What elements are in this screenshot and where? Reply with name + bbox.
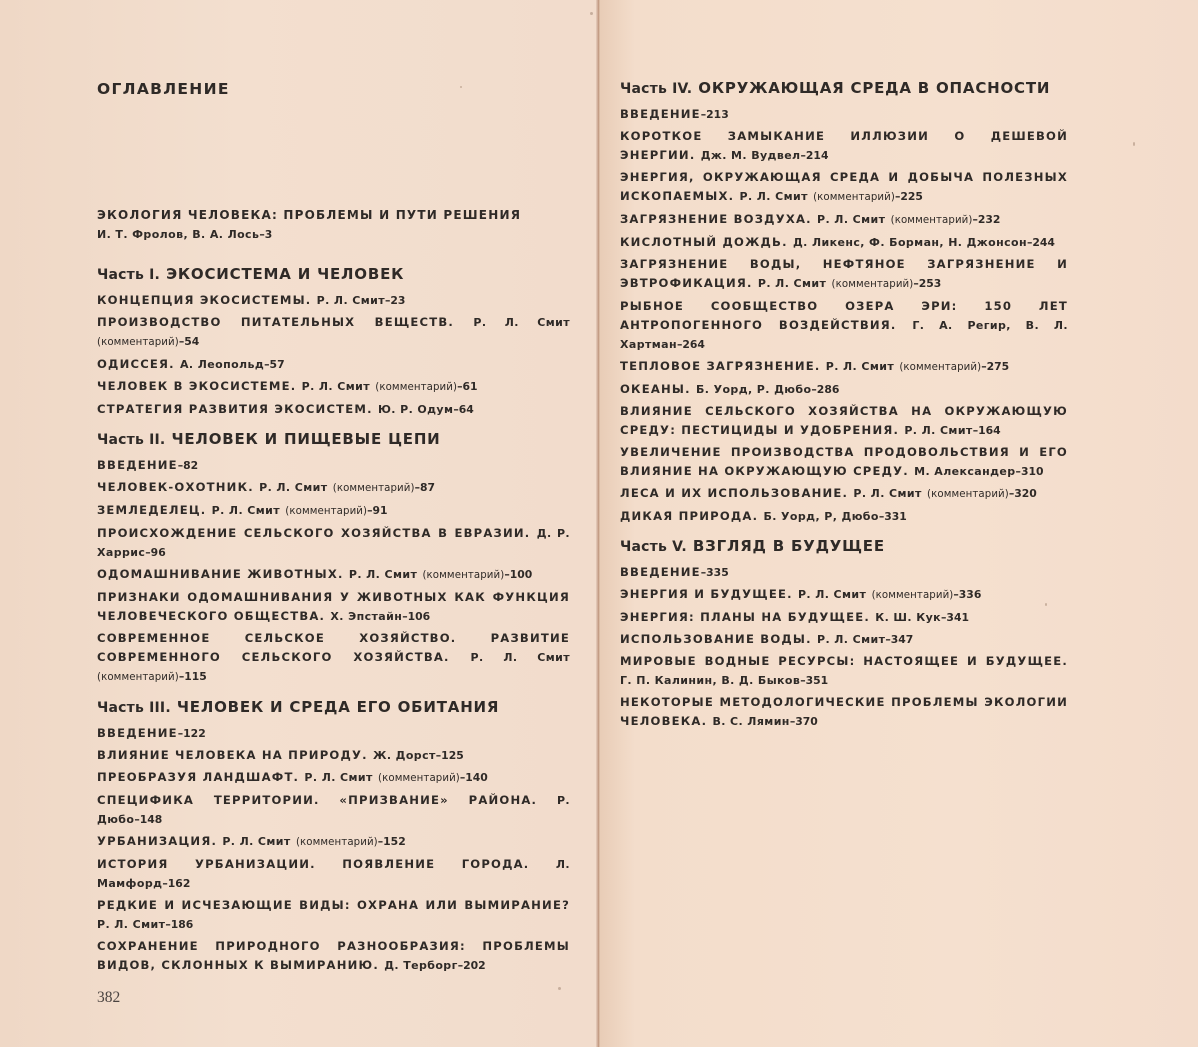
- entry-note: (комментарий): [813, 192, 895, 203]
- entry-author: М. Александер: [914, 465, 1016, 478]
- entry-title: ПРИЗНАКИ ОДОМАШНИВАНИЯ У ЖИВОТНЫХ КАК ФУНКЦИЯ ЧЕЛОВЕЧЕСКОГО ОБЩЕСТВА.: [97, 590, 570, 623]
- toc-entry: [620, 233, 1068, 252]
- entry-title: ПРОИСХОЖДЕНИЕ СЕЛЬСКОГО ХОЗЯЙСТВА В ЕВРАЗИИ.: [97, 526, 531, 540]
- entry-page: –106: [402, 610, 431, 623]
- part-heading: [97, 429, 570, 451]
- entry-page: –122: [177, 727, 206, 740]
- toc-entry: [97, 746, 570, 765]
- entry-title: ПРЕОБРАЗУЯ ЛАНДШАФТ.: [97, 770, 300, 784]
- toc-heading: ОГЛАВЛЕНИЕ: [97, 80, 230, 98]
- entry-page: –351: [800, 674, 829, 687]
- entry-title: ИСТОРИЯ УРБАНИЗАЦИИ. ПОЯВЛЕНИЕ ГОРОДА.: [97, 857, 530, 871]
- entry-author: Р. Л. Смит: [97, 918, 166, 931]
- entry-author: Р. Л. Смит: [817, 213, 886, 226]
- entry-author: Р. Л. Смит: [817, 633, 886, 646]
- entry-page: –286: [811, 383, 840, 396]
- entry-title: ЧЕЛОВЕК В ЭКОСИСТЕМЕ.: [97, 379, 297, 393]
- entry-title: ВЛИЯНИЕ ЧЕЛОВЕКА НА ПРИРОДУ.: [97, 748, 368, 762]
- toc-entry: [620, 168, 1068, 207]
- entry-author: Р. Л. Смит: [222, 835, 291, 848]
- entry-author: Г. А. Регир, В. Л. Хартман: [620, 319, 1068, 351]
- entry-title: ЭНЕРГИЯ, ОКРУЖАЮЩАЯ СРЕДА И ДОБЫЧА ПОЛЕЗНЫХ ИСКОПАЕМЫХ.: [620, 170, 1068, 203]
- entry-title: СОХРАНЕНИЕ ПРИРОДНОГО РАЗНООБРАЗИЯ: ПРОБЛЕМЫ ВИДОВ, СКЛОННЫХ К ВЫМИРАНИЮ.: [97, 939, 570, 972]
- entry-title: ОДИССЕЯ.: [97, 357, 175, 371]
- entry-note: (комментарий): [295, 837, 378, 848]
- entry-page: –331: [878, 510, 907, 523]
- toc-entry: [97, 832, 570, 852]
- toc-entry: [97, 501, 570, 521]
- entry-title: НЕКОТОРЫЕ МЕТОДОЛОГИЧЕСКИЕ ПРОБЛЕМЫ ЭКОЛОГИИ ЧЕЛОВЕКА.: [620, 695, 1068, 728]
- entry-author: Ю. Р. Одум: [377, 403, 454, 416]
- toc-entry-intro: [97, 206, 570, 244]
- toc-entry: [97, 400, 570, 419]
- entry-author: Р. Л. Смит: [304, 771, 373, 784]
- toc-entry: [620, 105, 1068, 124]
- entry-author: Б. Уорд, Р. Дюбо: [696, 383, 812, 396]
- entry-title: ИСПОЛЬЗОВАНИЕ ВОДЫ.: [620, 632, 812, 646]
- part-title: ЧЕЛОВЕК И СРЕДА ЕГО ОБИТАНИЯ: [176, 698, 500, 716]
- entry-page: –186: [165, 918, 194, 931]
- toc-entry: [620, 127, 1068, 165]
- entry-page: –225: [894, 190, 923, 203]
- entry-page: –57: [264, 358, 285, 371]
- toc-entry: [97, 588, 570, 626]
- entry-page: –64: [453, 403, 474, 416]
- entry-author: Р. Л. Смит: [853, 487, 922, 500]
- toc-entry: [97, 791, 570, 829]
- entry-title: ЛЕСА И ИХ ИСПОЛЬЗОВАНИЕ.: [620, 486, 849, 500]
- entry-page: –148: [134, 813, 163, 826]
- entry-page: –91: [367, 504, 388, 517]
- entry-title: ДИКАЯ ПРИРОДА.: [620, 509, 759, 523]
- entry-page: –87: [414, 481, 436, 494]
- entry-page: –82: [177, 459, 199, 472]
- entry-page: –140: [459, 771, 488, 784]
- toc-entry: [620, 443, 1068, 481]
- part-heading: [620, 78, 1068, 100]
- entry-page: –370: [789, 715, 818, 728]
- toc-entry: [620, 402, 1068, 440]
- entry-author: Д. Терборг: [384, 959, 458, 972]
- entry-note: (комментарий): [890, 215, 973, 226]
- part-heading: [97, 264, 570, 286]
- toc-entry: [620, 297, 1068, 354]
- entry-author: Р. Л. Смит: [797, 588, 867, 601]
- entry-author: Д. Ликенс, Ф. Борман, Н. Джонсон: [792, 236, 1027, 249]
- entry-page: –115: [178, 670, 207, 683]
- entry-author: Л. Мамфорд: [97, 858, 570, 890]
- toc-entry: [620, 608, 1068, 627]
- entry-author: Х. Эпстайн: [330, 610, 403, 623]
- toc-entry: [620, 357, 1068, 377]
- entry-note: (комментарий): [97, 337, 179, 348]
- toc-entry: [620, 563, 1068, 582]
- entry-author: Г. П. Калинин, В. Д. Быков: [620, 674, 801, 687]
- entry-title: ВВЕДЕНИЕ: [97, 458, 178, 472]
- toc-entry: [620, 585, 1068, 605]
- entry-title: ОКЕАНЫ.: [620, 382, 691, 396]
- right-parts: [620, 78, 1068, 731]
- toc-entry: [97, 478, 570, 498]
- entry-note: (комментарий): [378, 773, 460, 784]
- entry-note: (комментарий): [899, 362, 982, 373]
- entry-title: ВВЕДЕНИЕ: [620, 565, 701, 579]
- left-toc-column: [97, 206, 570, 975]
- entry-title: КОРОТКОЕ ЗАМЫКАНИЕ ИЛЛЮЗИИ О ДЕШЕВОЙ ЭНЕРГИИ.: [620, 129, 1068, 162]
- part-title: ЧЕЛОВЕК И ПИЩЕВЫЕ ЦЕПИ: [171, 430, 441, 448]
- entry-title: ОДОМАШНИВАНИЕ ЖИВОТНЫХ.: [97, 567, 344, 581]
- toc-entry: [620, 630, 1068, 649]
- entry-title: УВЕЛИЧЕНИЕ ПРОИЗВОДСТВА ПРОДОВОЛЬСТВИЯ И ЕГО ВЛИЯНИЕ НА ОКРУЖАЮЩУЮ СРЕДУ.: [620, 445, 1068, 478]
- toc-entry: [620, 507, 1068, 526]
- entry-note: (комментарий): [422, 570, 505, 581]
- part-heading: [97, 697, 570, 719]
- entry-note: (комментарий): [375, 382, 458, 393]
- entry-page: –152: [377, 835, 406, 848]
- entry-title: ЧЕЛОВЕК-ОХОТНИК.: [97, 480, 254, 494]
- toc-entry: [97, 355, 570, 374]
- entry-title: РЫБНОЕ СООБЩЕСТВО ОЗЕРА ЭРИ: 150 ЛЕТ АНТРОПОГЕННОГО ВОЗДЕЙСТВИЯ.: [620, 299, 1068, 332]
- entry-title: ЗАГРЯЗНЕНИЕ ВОДЫ, НЕФТЯНОЕ ЗАГРЯЗНЕНИЕ И ЭВТРОФИКАЦИЯ.: [620, 257, 1068, 290]
- entry-author: Р. Л. Смит: [211, 504, 281, 517]
- entry-title: ЭКОЛОГИЯ ЧЕЛОВЕКА: ПРОБЛЕМЫ И ПУТИ РЕШЕНИЯ: [97, 208, 522, 222]
- toc-entry: [620, 693, 1068, 731]
- part-title: ЭКОСИСТЕМА И ЧЕЛОВЕК: [166, 265, 405, 283]
- entry-note: (комментарий): [285, 506, 368, 517]
- entry-title: ВЛИЯНИЕ СЕЛЬСКОГО ХОЗЯЙСТВА НА ОКРУЖАЮЩУЮ СРЕДУ: ПЕСТИЦИДЫ И УДОБРЕНИЯ.: [620, 404, 1068, 437]
- entry-author: А. Леопольд: [180, 358, 265, 371]
- toc-entry: [97, 456, 570, 475]
- entry-title: КОНЦЕПЦИЯ ЭКОСИСТЕМЫ.: [97, 293, 312, 307]
- entry-page: –23: [385, 294, 406, 307]
- entry-title: ВВЕДЕНИЕ: [620, 107, 701, 121]
- entry-page: –54: [178, 335, 200, 348]
- entry-author: Р. Л. Смит: [473, 316, 570, 329]
- right-page: [599, 0, 1198, 1047]
- entry-author: Р. Л. Смит: [470, 651, 570, 664]
- entry-author: В. С. Лямин: [712, 715, 790, 728]
- toc-entry: [97, 896, 570, 934]
- entry-author: Р. Л. Смит: [739, 190, 808, 203]
- entry-title: ЭНЕРГИЯ: ПЛАНЫ НА БУДУЩЕЕ.: [620, 610, 870, 624]
- entry-title: ЗЕМЛЕДЕЛЕЦ.: [97, 503, 207, 517]
- entry-title: УРБАНИЗАЦИЯ.: [97, 834, 218, 848]
- entry-note: (комментарий): [332, 483, 415, 494]
- entry-title: ПРОИЗВОДСТВО ПИТАТЕЛЬНЫХ ВЕЩЕСТВ.: [97, 315, 454, 329]
- entry-page: –3: [259, 228, 273, 241]
- toc-entry: [97, 629, 570, 687]
- toc-entry: [97, 724, 570, 743]
- entry-author: Р. Дюбо: [97, 794, 570, 826]
- part-title: ВЗГЛЯД В БУДУЩЕЕ: [692, 537, 885, 555]
- entry-note: (комментарий): [831, 279, 914, 290]
- entry-author: Р. Л. Смит: [316, 294, 386, 307]
- entry-title: СПЕЦИФИКА ТЕРРИТОРИИ. «ПРИЗВАНИЕ» РАЙОНА.: [97, 793, 538, 807]
- entry-author: Р. Л. Смит: [825, 360, 895, 373]
- entry-page: –213: [700, 108, 729, 121]
- part-title: ОКРУЖАЮЩАЯ СРЕДА В ОПАСНОСТИ: [698, 79, 1051, 97]
- entry-page: –347: [885, 633, 914, 646]
- toc-entry: [97, 291, 570, 310]
- toc-entry: [620, 255, 1068, 294]
- entry-page: –125: [435, 749, 464, 762]
- right-toc-column: [620, 78, 1068, 731]
- entry-page: –341: [941, 611, 969, 624]
- entry-note: (комментарий): [97, 672, 179, 683]
- entry-author: Д. Р. Харрис: [97, 527, 571, 559]
- part-label: Часть I.: [97, 267, 161, 283]
- entry-page: –61: [457, 380, 478, 393]
- entry-author: Ж. Дорст: [372, 749, 436, 762]
- entry-page: –214: [800, 149, 829, 162]
- entry-author: К. Ш. Кук: [875, 611, 942, 624]
- entry-page: –335: [700, 566, 729, 579]
- entry-author: Р. Л. Смит: [904, 424, 973, 437]
- entry-page: –202: [457, 959, 486, 972]
- toc-entry: [97, 565, 570, 585]
- entry-author: Р. Л. Смит: [259, 481, 328, 494]
- entry-page: –244: [1027, 236, 1055, 249]
- entry-title: ТЕПЛОВОЕ ЗАГРЯЗНЕНИЕ.: [620, 359, 821, 373]
- entry-author: Р. Л. Смит: [348, 568, 418, 581]
- entry-title: СТРАТЕГИЯ РАЗВИТИЯ ЭКОСИСТЕМ.: [97, 402, 373, 416]
- entry-author: И. Т. Фролов, В. А. Лось: [97, 228, 260, 241]
- entry-title: РЕДКИЕ И ИСЧЕЗАЮЩИЕ ВИДЫ: ОХРАНА ИЛИ ВЫМИРАНИЕ?: [97, 898, 570, 912]
- part-label: Часть II.: [97, 432, 166, 448]
- entry-page: –320: [1008, 487, 1037, 500]
- entry-page: –264: [676, 338, 705, 351]
- toc-entry: [97, 768, 570, 788]
- page-number: 382: [97, 989, 121, 1006]
- entry-author: Дж. М. Вудвел: [700, 149, 801, 162]
- entry-page: –164: [972, 424, 1001, 437]
- toc-entry: [620, 652, 1068, 690]
- part-label: Часть IV.: [620, 81, 693, 97]
- entry-page: –100: [504, 568, 533, 581]
- toc-entry: [620, 380, 1068, 399]
- toc-entry: [97, 937, 570, 975]
- entry-title: СОВРЕМЕННОЕ СЕЛЬСКОЕ ХОЗЯЙСТВО. РАЗВИТИЕ СОВРЕМЕННОГО СЕЛЬСКОГО ХОЗЯЙСТВА.: [97, 631, 570, 664]
- entry-author: Б. Уорд, Р, Дюбо: [763, 510, 879, 523]
- entry-page: –310: [1015, 465, 1044, 478]
- entry-page: –232: [972, 213, 1001, 226]
- toc-entry: [620, 484, 1068, 504]
- entry-note: (комментарий): [927, 489, 1009, 500]
- entry-page: –336: [953, 588, 982, 601]
- entry-note: (комментарий): [871, 590, 954, 601]
- entry-title: ВВЕДЕНИЕ: [97, 726, 178, 740]
- part-label: Часть V.: [620, 539, 687, 555]
- toc-entry: [620, 210, 1068, 230]
- entry-title: ЗАГРЯЗНЕНИЕ ВОЗДУХА.: [620, 212, 812, 226]
- toc-entry: [97, 377, 570, 397]
- entry-author: Р. Л. Смит: [757, 277, 827, 290]
- entry-title: ЭНЕРГИЯ И БУДУЩЕЕ.: [620, 587, 793, 601]
- entry-page: –96: [145, 546, 166, 559]
- toc-entry: [97, 313, 570, 352]
- entry-title: КИСЛОТНЫЙ ДОЖДЬ.: [620, 235, 788, 249]
- entry-page: –253: [913, 277, 942, 290]
- left-page: [0, 0, 599, 1047]
- toc-entry: [97, 524, 570, 562]
- entry-author: Р. Л. Смит: [301, 380, 370, 393]
- entry-page: –275: [981, 360, 1010, 373]
- part-label: Часть III.: [97, 700, 171, 716]
- toc-entry: [97, 855, 570, 893]
- left-parts: [97, 264, 570, 975]
- part-heading: [620, 536, 1068, 558]
- entry-title: МИРОВЫЕ ВОДНЫЕ РЕСУРСЫ: НАСТОЯЩЕЕ И БУДУЩЕЕ.: [620, 654, 1068, 668]
- entry-page: –162: [162, 877, 191, 890]
